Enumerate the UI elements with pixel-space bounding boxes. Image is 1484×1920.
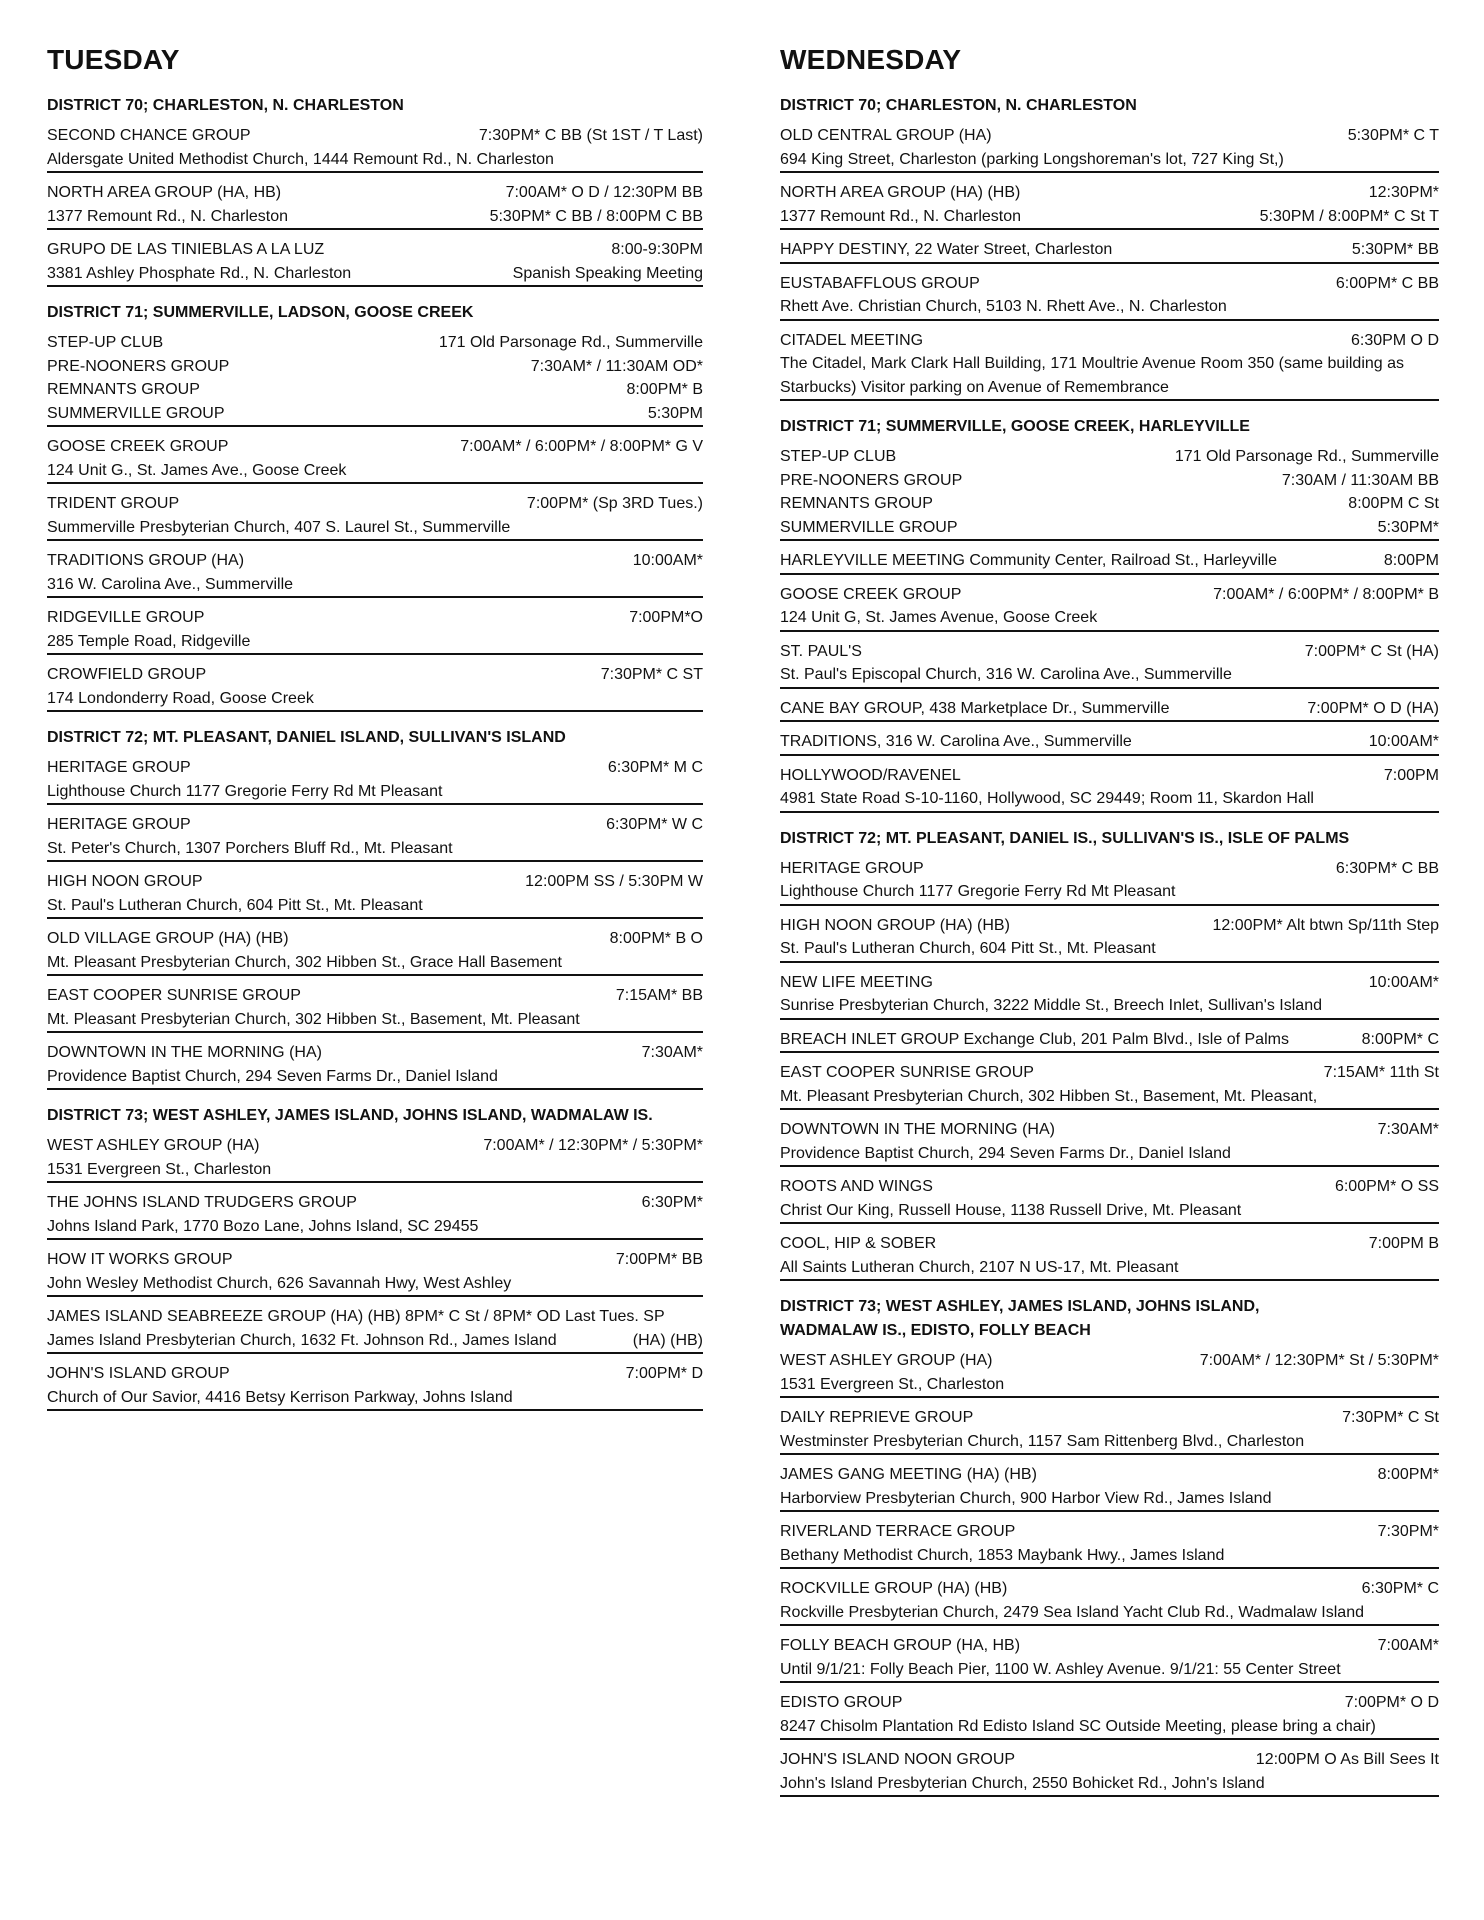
meeting-time: 7:00AM* / 12:30PM* St / 5:30PM* bbox=[1199, 1352, 1439, 1369]
meeting-row bbox=[780, 971, 1439, 995]
meeting-entry bbox=[780, 1520, 1439, 1569]
group-name: DOWNTOWN IN THE MORNING (HA) bbox=[780, 1121, 1055, 1138]
group-name: SUMMERVILLE GROUP bbox=[780, 518, 958, 536]
meeting-address: St. Paul's Episcopal Church, 316 W. Carolina Ave., Summerville bbox=[780, 666, 1232, 683]
meeting-time-secondary: 5:30PM / 8:00PM* C St T bbox=[1259, 207, 1439, 225]
meeting-row bbox=[47, 663, 703, 687]
wednesday-column bbox=[780, 0, 1439, 1805]
meeting-row bbox=[780, 1634, 1439, 1658]
meeting-entry bbox=[780, 181, 1439, 230]
meeting-time: 6:00PM* C BB bbox=[1335, 274, 1439, 292]
meeting-time: 7:30AM / 11:30AM BB bbox=[1281, 471, 1439, 489]
district-heading: DISTRICT 71; SUMMERVILLE, LADSON, GOOSE CREEK bbox=[47, 304, 474, 321]
meeting-time: 7:00AM* / 6:00PM* / 8:00PM* B bbox=[1213, 585, 1439, 603]
group-name: EAST COOPER SUNRISE GROUP bbox=[780, 1064, 1034, 1081]
meeting-entry bbox=[780, 1406, 1439, 1455]
meeting-time: 6:30PM* M C bbox=[607, 759, 703, 776]
meeting-time: 10:00AM* bbox=[1368, 733, 1439, 750]
meeting-entry bbox=[780, 238, 1439, 264]
group-name: EDISTO GROUP bbox=[780, 1694, 903, 1711]
group-name: ROOTS AND WINGS bbox=[780, 1178, 933, 1195]
meeting-entry bbox=[780, 1061, 1439, 1110]
meeting-entry bbox=[47, 181, 703, 230]
meeting-entry bbox=[780, 914, 1439, 963]
meeting-entry bbox=[780, 1691, 1439, 1740]
group-name: WEST ASHLEY GROUP (HA) bbox=[47, 1137, 260, 1154]
meeting-time: 7:00PM* O D (HA) bbox=[1307, 699, 1439, 717]
group-name: GRUPO DE LAS TINIEBLAS A LA LUZ bbox=[47, 241, 325, 258]
group-name: TRADITIONS, 316 W. Carolina Ave., Summerville bbox=[780, 733, 1132, 750]
meeting-entry bbox=[47, 813, 703, 862]
meeting-address: 694 King Street, Charleston (parking Longshoreman's lot, 727 King St,) bbox=[780, 150, 1284, 168]
meeting-row bbox=[47, 756, 703, 780]
meeting-address: John's Island Presbyterian Church, 2550 Bohicket Rd., John's Island bbox=[780, 1774, 1265, 1792]
meeting-time: 7:00PM* BB bbox=[615, 1251, 703, 1268]
meeting-entry bbox=[780, 697, 1439, 723]
meeting-row bbox=[47, 1248, 703, 1272]
meeting-address: 316 W. Carolina Ave., Summerville bbox=[47, 575, 294, 593]
group-name: HERITAGE GROUP bbox=[47, 816, 191, 833]
meeting-row bbox=[47, 1134, 703, 1158]
meeting-time: 7:30AM* bbox=[641, 1044, 703, 1061]
meeting-row bbox=[780, 124, 1439, 148]
meeting-entry bbox=[780, 583, 1439, 632]
meeting-time: 6:30PM O D bbox=[1350, 331, 1439, 349]
meeting-row bbox=[780, 1406, 1439, 1430]
meeting-address: Bethany Methodist Church, 1853 Maybank Hwy., James Island bbox=[780, 1546, 1225, 1564]
group-name: CANE BAY GROUP, 438 Marketplace Dr., Summerville bbox=[780, 699, 1170, 717]
meeting-time: 7:15AM* 11th St bbox=[1323, 1064, 1439, 1081]
meeting-address: Sunrise Presbyterian Church, 3222 Middle St., Breech Inlet, Sullivan's Island bbox=[780, 997, 1322, 1014]
meeting-time: 7:00PM* D bbox=[625, 1365, 703, 1382]
block-row bbox=[47, 331, 703, 355]
district-heading: DISTRICT 72; MT. PLEASANT, DANIEL ISLAND, SULLIVAN'S ISLAND bbox=[47, 729, 566, 746]
meeting-row bbox=[47, 549, 703, 573]
group-name: SUMMERVILLE GROUP bbox=[47, 404, 225, 422]
meeting-row bbox=[780, 1061, 1439, 1085]
group-name: HAPPY DESTINY, 22 Water Street, Charleston bbox=[780, 241, 1113, 258]
group-name: BREACH INLET GROUP Exchange Club, 201 Palm Blvd., Isle of Palms bbox=[780, 1030, 1289, 1048]
meeting-address: 8247 Chisolm Plantation Rd Edisto Island SC Outside Meeting, please bring a chair) bbox=[780, 1717, 1376, 1735]
meeting-address: 1531 Evergreen St., Charleston bbox=[47, 1160, 272, 1178]
meeting-time: 6:30PM* C bbox=[1361, 1580, 1439, 1597]
meeting-row bbox=[780, 329, 1439, 353]
meeting-address: Westminster Presbyterian Church, 1157 Sam Rittenberg Blvd., Charleston bbox=[780, 1432, 1305, 1450]
meeting-address: Christ Our King, Russell House, 1138 Russell Drive, Mt. Pleasant bbox=[780, 1201, 1242, 1219]
meeting-entry bbox=[47, 1191, 703, 1240]
meeting-entry bbox=[780, 549, 1439, 575]
group-name: REMNANTS GROUP bbox=[47, 381, 200, 398]
meeting-time: 7:30PM* C St bbox=[1342, 1409, 1439, 1426]
meeting-address: John Wesley Methodist Church, 626 Savannah Hwy, West Ashley bbox=[47, 1274, 512, 1292]
meeting-row bbox=[780, 1349, 1439, 1373]
group-name: FOLLY BEACH GROUP (HA, HB) bbox=[780, 1637, 1021, 1654]
group-name: STEP-UP CLUB bbox=[780, 448, 897, 465]
meeting-entry bbox=[47, 1041, 703, 1090]
meeting-row bbox=[47, 181, 703, 205]
group-name: WEST ASHLEY GROUP (HA) bbox=[780, 1352, 993, 1369]
meeting-address: The Citadel, Mark Clark Hall Building, 171 Moultrie Avenue Room 350 (same building as Starbucks) Visitor parking on Avenue of Remembrance bbox=[780, 355, 1405, 396]
meeting-address: Providence Baptist Church, 294 Seven Farms Dr., Daniel Island bbox=[780, 1144, 1231, 1162]
meeting-entry bbox=[47, 492, 703, 541]
group-name: CITADEL MEETING bbox=[780, 331, 924, 349]
meeting-entry bbox=[47, 549, 703, 598]
meeting-address: Johns Island Park, 1770 Bozo Lane, Johns Island, SC 29455 bbox=[47, 1217, 479, 1235]
meeting-row bbox=[780, 1748, 1439, 1772]
group-name: OLD CENTRAL GROUP (HA) bbox=[780, 127, 992, 144]
group-block bbox=[47, 331, 703, 427]
meeting-time: 12:00PM SS / 5:30PM W bbox=[525, 873, 703, 890]
meeting-entry bbox=[780, 272, 1439, 321]
day-title: WEDNESDAY bbox=[780, 44, 962, 75]
meeting-time: 8:00-9:30PM bbox=[611, 241, 703, 258]
group-name: HERITAGE GROUP bbox=[780, 859, 924, 877]
meeting-row bbox=[780, 914, 1439, 938]
meeting-time: 7:00PM* (Sp 3RD Tues.) bbox=[526, 495, 703, 512]
group-name: EUSTABAFFLOUS GROUP bbox=[780, 274, 980, 292]
meeting-time: 7:30PM* bbox=[1377, 1523, 1439, 1540]
meeting-time: 12:30PM* bbox=[1368, 184, 1439, 201]
meeting-entry bbox=[47, 1248, 703, 1297]
meeting-time: 6:00PM* O SS bbox=[1334, 1178, 1439, 1195]
group-name: TRIDENT GROUP bbox=[47, 495, 180, 512]
meeting-address: 124 Unit G., St. James Ave., Goose Creek bbox=[47, 461, 347, 479]
meeting-address: Summerville Presbyterian Church, 407 S. Laurel St., Summerville bbox=[47, 518, 511, 536]
meeting-time: 5:30PM* C T bbox=[1347, 127, 1439, 144]
meeting-entry bbox=[47, 1134, 703, 1183]
meeting-entry bbox=[780, 1118, 1439, 1167]
meeting-time: 12:00PM O As Bill Sees It bbox=[1255, 1751, 1439, 1768]
group-name: PRE-NOONERS GROUP bbox=[47, 357, 230, 375]
meeting-time-secondary: Spanish Speaking Meeting bbox=[512, 264, 703, 282]
group-name: OLD VILLAGE GROUP (HA) (HB) bbox=[47, 930, 289, 947]
meeting-address: Aldersgate United Methodist Church, 1444 Remount Rd., N. Charleston bbox=[47, 150, 554, 168]
meeting-entry bbox=[780, 730, 1439, 756]
meeting-entry bbox=[780, 1232, 1439, 1281]
meeting-row bbox=[780, 1028, 1439, 1052]
meeting-entry bbox=[780, 329, 1439, 402]
meeting-row bbox=[780, 1175, 1439, 1199]
group-name: DOWNTOWN IN THE MORNING (HA) bbox=[47, 1044, 322, 1061]
meeting-entry bbox=[780, 1748, 1439, 1797]
group-name: GOOSE CREEK GROUP bbox=[47, 438, 229, 455]
group-name: REMNANTS GROUP bbox=[780, 495, 933, 512]
meeting-row bbox=[47, 1305, 703, 1329]
meeting-time: 7:00PM* C St (HA) bbox=[1304, 642, 1439, 660]
meeting-time: 5:30PM bbox=[647, 404, 703, 422]
group-name: HOW IT WORKS GROUP bbox=[47, 1251, 233, 1268]
meeting-time: 7:00PM*O bbox=[629, 609, 703, 626]
group-name: PRE-NOONERS GROUP bbox=[780, 471, 963, 489]
address-row bbox=[47, 205, 703, 229]
meeting-row bbox=[47, 238, 703, 262]
meeting-address: Until 9/1/21: Folly Beach Pier, 1100 W. Ashley Avenue. 9/1/21: 55 Center Street bbox=[780, 1660, 1341, 1678]
group-name: THE JOHNS ISLAND TRUDGERS GROUP bbox=[47, 1194, 357, 1211]
meeting-time: 171 Old Parsonage Rd., Summerville bbox=[1174, 448, 1439, 465]
address-row bbox=[47, 262, 703, 286]
meeting-time: 8:00PM bbox=[1383, 552, 1439, 569]
meeting-entry bbox=[47, 435, 703, 484]
block-row bbox=[780, 445, 1439, 469]
meeting-row bbox=[47, 1362, 703, 1386]
meeting-time: 6:30PM* C BB bbox=[1335, 859, 1439, 877]
meeting-row bbox=[780, 764, 1439, 788]
meeting-row bbox=[780, 730, 1439, 754]
group-name: TRADITIONS GROUP (HA) bbox=[47, 552, 245, 569]
meeting-entry bbox=[780, 640, 1439, 689]
meeting-time: 6:30PM* bbox=[641, 1194, 703, 1211]
meeting-address: Mt. Pleasant Presbyterian Church, 302 Hibben St., Basement, Mt. Pleasant, bbox=[780, 1087, 1318, 1105]
meeting-entry bbox=[780, 1634, 1439, 1683]
meeting-row bbox=[47, 492, 703, 516]
district-heading: DISTRICT 72; MT. PLEASANT, DANIEL IS., SULLIVAN'S IS., ISLE OF PALMS bbox=[780, 829, 1350, 847]
meeting-row bbox=[780, 1463, 1439, 1487]
group-name: HARLEYVILLE MEETING Community Center, Railroad St., Harleyville bbox=[780, 552, 1278, 569]
meeting-time: 8:00PM* bbox=[1377, 1466, 1439, 1483]
group-name: ST. PAUL'S bbox=[780, 642, 862, 660]
block-row bbox=[47, 378, 703, 402]
block-row bbox=[47, 402, 703, 426]
meeting-address: 174 Londonderry Road, Goose Creek bbox=[47, 689, 314, 707]
meeting-time: 12:00PM* Alt btwn Sp/11th Step bbox=[1212, 916, 1439, 934]
group-name: SECOND CHANCE GROUP bbox=[47, 127, 251, 144]
address-row bbox=[780, 205, 1439, 229]
meeting-time: 8:00PM* B bbox=[626, 381, 703, 398]
meeting-row bbox=[780, 1118, 1439, 1142]
meeting-address: 1377 Remount Rd., N. Charleston bbox=[47, 207, 289, 225]
meeting-entry bbox=[47, 238, 703, 287]
meeting-address: 4981 State Road S-10-1160, Hollywood, SC 29449; Room 11, Skardon Hall bbox=[780, 790, 1314, 807]
block-row bbox=[780, 469, 1439, 493]
meeting-row bbox=[780, 857, 1439, 881]
group-name: STEP-UP CLUB bbox=[47, 334, 164, 351]
meeting-entry bbox=[47, 606, 703, 655]
meeting-address: 1531 Evergreen St., Charleston bbox=[780, 1375, 1005, 1393]
meeting-time: 5:30PM* BB bbox=[1351, 241, 1439, 258]
meeting-entry bbox=[780, 971, 1439, 1020]
meeting-address: Rockville Presbyterian Church, 2479 Sea Island Yacht Club Rd., Wadmalaw Island bbox=[780, 1603, 1364, 1621]
group-name: JOHN'S ISLAND NOON GROUP bbox=[780, 1751, 1016, 1768]
meeting-entry bbox=[780, 1463, 1439, 1512]
meeting-time-secondary: (HA) (HB) bbox=[632, 1331, 703, 1349]
meeting-time: 10:00AM* bbox=[632, 552, 703, 569]
meeting-entry bbox=[780, 1028, 1439, 1054]
meeting-time: 171 Old Parsonage Rd., Summerville bbox=[438, 334, 703, 351]
meeting-row bbox=[780, 583, 1439, 607]
group-name: HOLLYWOOD/RAVENEL bbox=[780, 766, 961, 784]
address-row bbox=[47, 1329, 703, 1353]
meeting-time: 7:30AM* bbox=[1377, 1121, 1439, 1138]
meeting-address: Mt. Pleasant Presbyterian Church, 302 Hibben St., Basement, Mt. Pleasant bbox=[47, 1010, 580, 1028]
meeting-entry bbox=[780, 124, 1439, 173]
meeting-time: 7:00PM B bbox=[1368, 1235, 1439, 1252]
group-name: HERITAGE GROUP bbox=[47, 759, 191, 776]
meeting-row bbox=[780, 272, 1439, 296]
district-heading: DISTRICT 73; WEST ASHLEY, JAMES ISLAND, JOHNS ISLAND, WADMALAW IS., EDISTO, FOLLY BEACH bbox=[780, 1298, 1260, 1339]
meeting-entry bbox=[47, 756, 703, 805]
meeting-entry bbox=[47, 870, 703, 919]
meeting-time: 7:30PM* C BB (St 1ST / T Last) bbox=[478, 127, 703, 144]
tuesday-column bbox=[47, 0, 703, 1419]
meeting-address: Rhett Ave. Christian Church, 5103 N. Rhett Ave., N. Charleston bbox=[780, 298, 1227, 315]
day-title: TUESDAY bbox=[47, 44, 180, 75]
block-row bbox=[780, 516, 1439, 540]
meeting-entry bbox=[47, 927, 703, 976]
meeting-row bbox=[780, 1691, 1439, 1715]
meeting-address: St. Paul's Lutheran Church, 604 Pitt St., Mt. Pleasant bbox=[47, 896, 423, 914]
meeting-address: James Island Presbyterian Church, 1632 Ft. Johnson Rd., James Island bbox=[47, 1331, 557, 1349]
meeting-entry bbox=[780, 857, 1439, 906]
meeting-time: 10:00AM* bbox=[1368, 973, 1439, 991]
meeting-address: Lighthouse Church 1177 Gregorie Ferry Rd Mt Pleasant bbox=[780, 883, 1176, 900]
meeting-address: 1377 Remount Rd., N. Charleston bbox=[780, 207, 1022, 225]
meeting-time: 7:00AM* O D / 12:30PM BB bbox=[505, 184, 703, 201]
meeting-row bbox=[47, 124, 703, 148]
meeting-address: 3381 Ashley Phosphate Rd., N. Charleston bbox=[47, 264, 352, 282]
group-name: NEW LIFE MEETING bbox=[780, 973, 933, 991]
meeting-time: 7:30PM* C ST bbox=[600, 666, 703, 683]
meeting-row bbox=[47, 435, 703, 459]
group-name: JAMES GANG MEETING (HA) (HB) bbox=[780, 1466, 1037, 1483]
meeting-time: 7:30AM* / 11:30AM OD* bbox=[530, 357, 703, 375]
meeting-address: Providence Baptist Church, 294 Seven Farms Dr., Daniel Island bbox=[47, 1067, 498, 1085]
meeting-time: 6:30PM* W C bbox=[606, 816, 703, 833]
group-name: RIDGEVILLE GROUP bbox=[47, 609, 205, 626]
meeting-row bbox=[780, 238, 1439, 262]
meeting-row bbox=[47, 1191, 703, 1215]
group-name: JOHN'S ISLAND GROUP bbox=[47, 1365, 230, 1382]
group-name: NORTH AREA GROUP (HA) (HB) bbox=[780, 184, 1021, 201]
meeting-row bbox=[780, 697, 1439, 721]
group-name: RIVERLAND TERRACE GROUP bbox=[780, 1523, 1016, 1540]
group-name: DAILY REPRIEVE GROUP bbox=[780, 1409, 974, 1426]
meeting-time: 7:15AM* BB bbox=[615, 987, 703, 1004]
meeting-time: 7:00AM* / 6:00PM* / 8:00PM* G V bbox=[460, 438, 703, 455]
meeting-entry bbox=[780, 1349, 1439, 1398]
meeting-row bbox=[780, 1577, 1439, 1601]
meeting-entry bbox=[47, 1305, 703, 1354]
meeting-row bbox=[47, 1041, 703, 1065]
meeting-entry bbox=[47, 663, 703, 712]
meeting-time: 7:00AM* bbox=[1377, 1637, 1439, 1654]
meeting-entry bbox=[780, 1577, 1439, 1626]
group-name: HIGH NOON GROUP bbox=[47, 873, 203, 890]
meeting-address: Church of Our Savior, 4416 Betsy Kerrison Parkway, Johns Island bbox=[47, 1388, 513, 1406]
meeting-address: Harborview Presbyterian Church, 900 Harbor View Rd., James Island bbox=[780, 1489, 1272, 1507]
meeting-time: 7:00PM* O D bbox=[1344, 1694, 1439, 1711]
meeting-row bbox=[780, 549, 1439, 573]
meeting-address: St. Peter's Church, 1307 Porchers Bluff Rd., Mt. Pleasant bbox=[47, 839, 453, 857]
meeting-address: Mt. Pleasant Presbyterian Church, 302 Hibben St., Grace Hall Basement bbox=[47, 953, 562, 971]
meeting-row bbox=[780, 181, 1439, 205]
group-name: ROCKVILLE GROUP (HA) (HB) bbox=[780, 1580, 1008, 1597]
meeting-entry bbox=[47, 984, 703, 1033]
meeting-row bbox=[47, 870, 703, 894]
meeting-entry bbox=[780, 1175, 1439, 1224]
meeting-address: 124 Unit G, St. James Avenue, Goose Creek bbox=[780, 609, 1098, 626]
meeting-row bbox=[780, 640, 1439, 664]
group-name: HIGH NOON GROUP (HA) (HB) bbox=[780, 916, 1010, 934]
meeting-time-secondary: 5:30PM* C BB / 8:00PM C BB bbox=[489, 207, 703, 225]
district-heading: DISTRICT 70; CHARLESTON, N. CHARLESTON bbox=[47, 97, 404, 114]
meeting-row bbox=[780, 1232, 1439, 1256]
group-name: NORTH AREA GROUP (HA, HB) bbox=[47, 184, 282, 201]
group-name: JAMES ISLAND SEABREEZE GROUP (HA) (HB) 8PM* C St / 8PM* OD Last Tues. SP bbox=[47, 1308, 665, 1325]
block-row bbox=[47, 355, 703, 379]
group-block bbox=[780, 445, 1439, 541]
meeting-time: 8:00PM C St bbox=[1348, 495, 1439, 512]
meeting-row bbox=[47, 927, 703, 951]
meeting-address: St. Paul's Lutheran Church, 604 Pitt St., Mt. Pleasant bbox=[780, 940, 1156, 957]
meeting-time: 8:00PM* C bbox=[1361, 1030, 1439, 1048]
meeting-time: 8:00PM* B O bbox=[609, 930, 703, 947]
group-name: COOL, HIP & SOBER bbox=[780, 1235, 937, 1252]
group-name: GOOSE CREEK GROUP bbox=[780, 585, 962, 603]
district-heading: DISTRICT 70; CHARLESTON, N. CHARLESTON bbox=[780, 97, 1137, 114]
meeting-address: 285 Temple Road, Ridgeville bbox=[47, 632, 251, 650]
meeting-entry bbox=[47, 1362, 703, 1411]
meeting-time: 7:00PM bbox=[1383, 766, 1439, 784]
meeting-address: All Saints Lutheran Church, 2107 N US-17, Mt. Pleasant bbox=[780, 1258, 1179, 1276]
meeting-address: Lighthouse Church 1177 Gregorie Ferry Rd Mt Pleasant bbox=[47, 782, 443, 800]
meeting-row bbox=[47, 813, 703, 837]
meeting-entry bbox=[47, 124, 703, 173]
group-name: CROWFIELD GROUP bbox=[47, 666, 207, 683]
meeting-row bbox=[780, 1520, 1439, 1544]
district-heading: DISTRICT 73; WEST ASHLEY, JAMES ISLAND, JOHNS ISLAND, WADMALAW IS. bbox=[47, 1107, 653, 1124]
meeting-row bbox=[47, 984, 703, 1008]
meeting-time: 7:00AM* / 12:30PM* / 5:30PM* bbox=[483, 1137, 703, 1154]
meeting-entry bbox=[780, 764, 1439, 813]
meeting-row bbox=[47, 606, 703, 630]
group-name: EAST COOPER SUNRISE GROUP bbox=[47, 987, 301, 1004]
block-row bbox=[780, 492, 1439, 516]
district-heading: DISTRICT 71; SUMMERVILLE, GOOSE CREEK, HARLEYVILLE bbox=[780, 418, 1250, 435]
meeting-time: 5:30PM* bbox=[1377, 518, 1439, 536]
